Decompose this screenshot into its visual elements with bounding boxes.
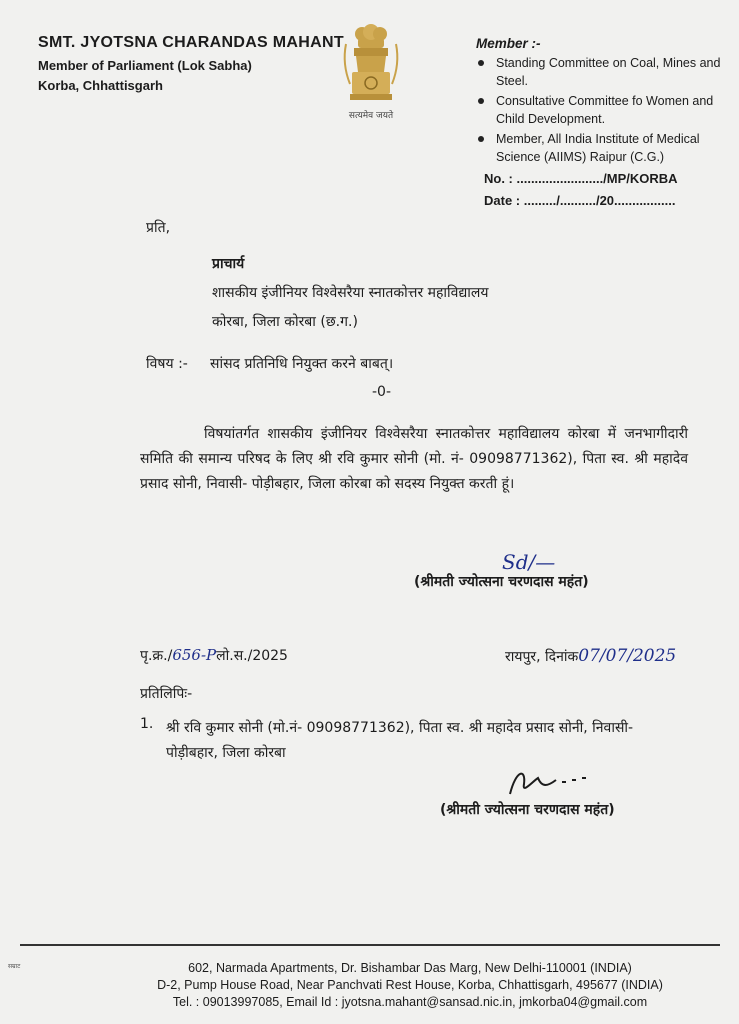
- dispatch-date: रायपुर, दिनांक07/07/2025: [505, 646, 677, 666]
- copy-label: प्रतिलिपिः-: [140, 686, 193, 702]
- letterhead-name: SMT. JYOTSNA CHARANDAS MAHANT: [38, 34, 344, 51]
- bullet-icon: [478, 60, 484, 66]
- reference-number: No. : ......................../MP/KORBA: [484, 171, 678, 186]
- signatory-name: (श्रीमती ज्योत्सना चरणदास महंत): [414, 574, 589, 590]
- salutation: प्रति,: [146, 220, 171, 236]
- member-title: Member :-: [476, 36, 541, 51]
- body-paragraph: विषयांतर्गत शासकीय इंजीनियर विश्वेसरैया स्नातकोत्तर महाविद्यालय कोरबा में जनभागीदारी समिति की समान्य परिषद के लिए श्री रवि कुमार सोनी (मो. नं- 09098771362), पिता स्व. श्री महादेव प्रसाद सोनी, निवासी- पोड़ीबहार, जिला कोरबा को सदस्य नियुक्त करती हूं।: [140, 426, 688, 492]
- reference-date: Date : ........./........../20.................: [484, 193, 676, 208]
- recipient-address: कोरबा, जिला कोरबा (छ.ग.): [212, 314, 358, 330]
- printer-mark: सम्राट: [8, 963, 21, 970]
- signatory-name-copy: (श्रीमती ज्योत्सना चरणदास महंत): [440, 802, 615, 818]
- copy-item-number: 1.: [140, 716, 154, 732]
- member-item: Standing Committee on Coal, Mines and Steel.: [472, 54, 732, 90]
- bullet-icon: [478, 98, 484, 104]
- footer-divider: [20, 944, 720, 946]
- handwritten-signature-icon: [504, 764, 590, 804]
- recipient: प्राचार्य: [212, 256, 245, 272]
- recipient-institution: शासकीय इंजीनियर विश्वेसरैया स्नातकोत्तर महाविद्यालय: [212, 285, 489, 301]
- member-list: [472, 54, 732, 168]
- letterhead-designation: Member of Parliament (Lok Sabha): [38, 58, 252, 73]
- emblem-motto: सत्यमेव जयते: [348, 111, 394, 121]
- footer-line-delhi: 602, Narmada Apartments, Dr. Bishambar Das Marg, New Delhi-110001 (INDIA): [188, 961, 632, 975]
- member-item: Member, All India Institute of Medical Science (AIIMS) Raipur (C.G.): [472, 130, 732, 166]
- subject-text: सांसद प्रतिनिधि नियुक्त करने बाबत्।: [210, 356, 394, 372]
- bullet-icon: [478, 136, 484, 142]
- copy-item-text: श्री रवि कुमार सोनी (मो.नं- 09098771362), पिता स्व. श्री महादेव प्रसाद सोनी, निवासी- पोड़ीबहार, जिला कोरबा: [166, 720, 634, 761]
- letterhead-location: Korba, Chhattisgarh: [38, 78, 163, 93]
- member-item: Consultative Committee fo Women and Child Development.: [472, 92, 732, 128]
- footer-line-contact: Tel. : 09013997085, Email Id : jyotsna.mahant@sansad.nic.in, jmkorba04@gmail.com: [172, 995, 648, 1009]
- footer-address: [90, 960, 730, 1011]
- separator: -0-: [372, 384, 392, 400]
- signature-mark: Sd/—: [502, 550, 556, 574]
- footer-line-korba: D-2, Pump House Road, Near Panchvati Rest House, Korba, Chhattisgarh, 495677 (INDIA): [157, 978, 663, 992]
- dispatch-number: पृ.क्र./656-Pलो.स./2025: [140, 646, 288, 664]
- subject-label: विषय :-: [146, 356, 188, 372]
